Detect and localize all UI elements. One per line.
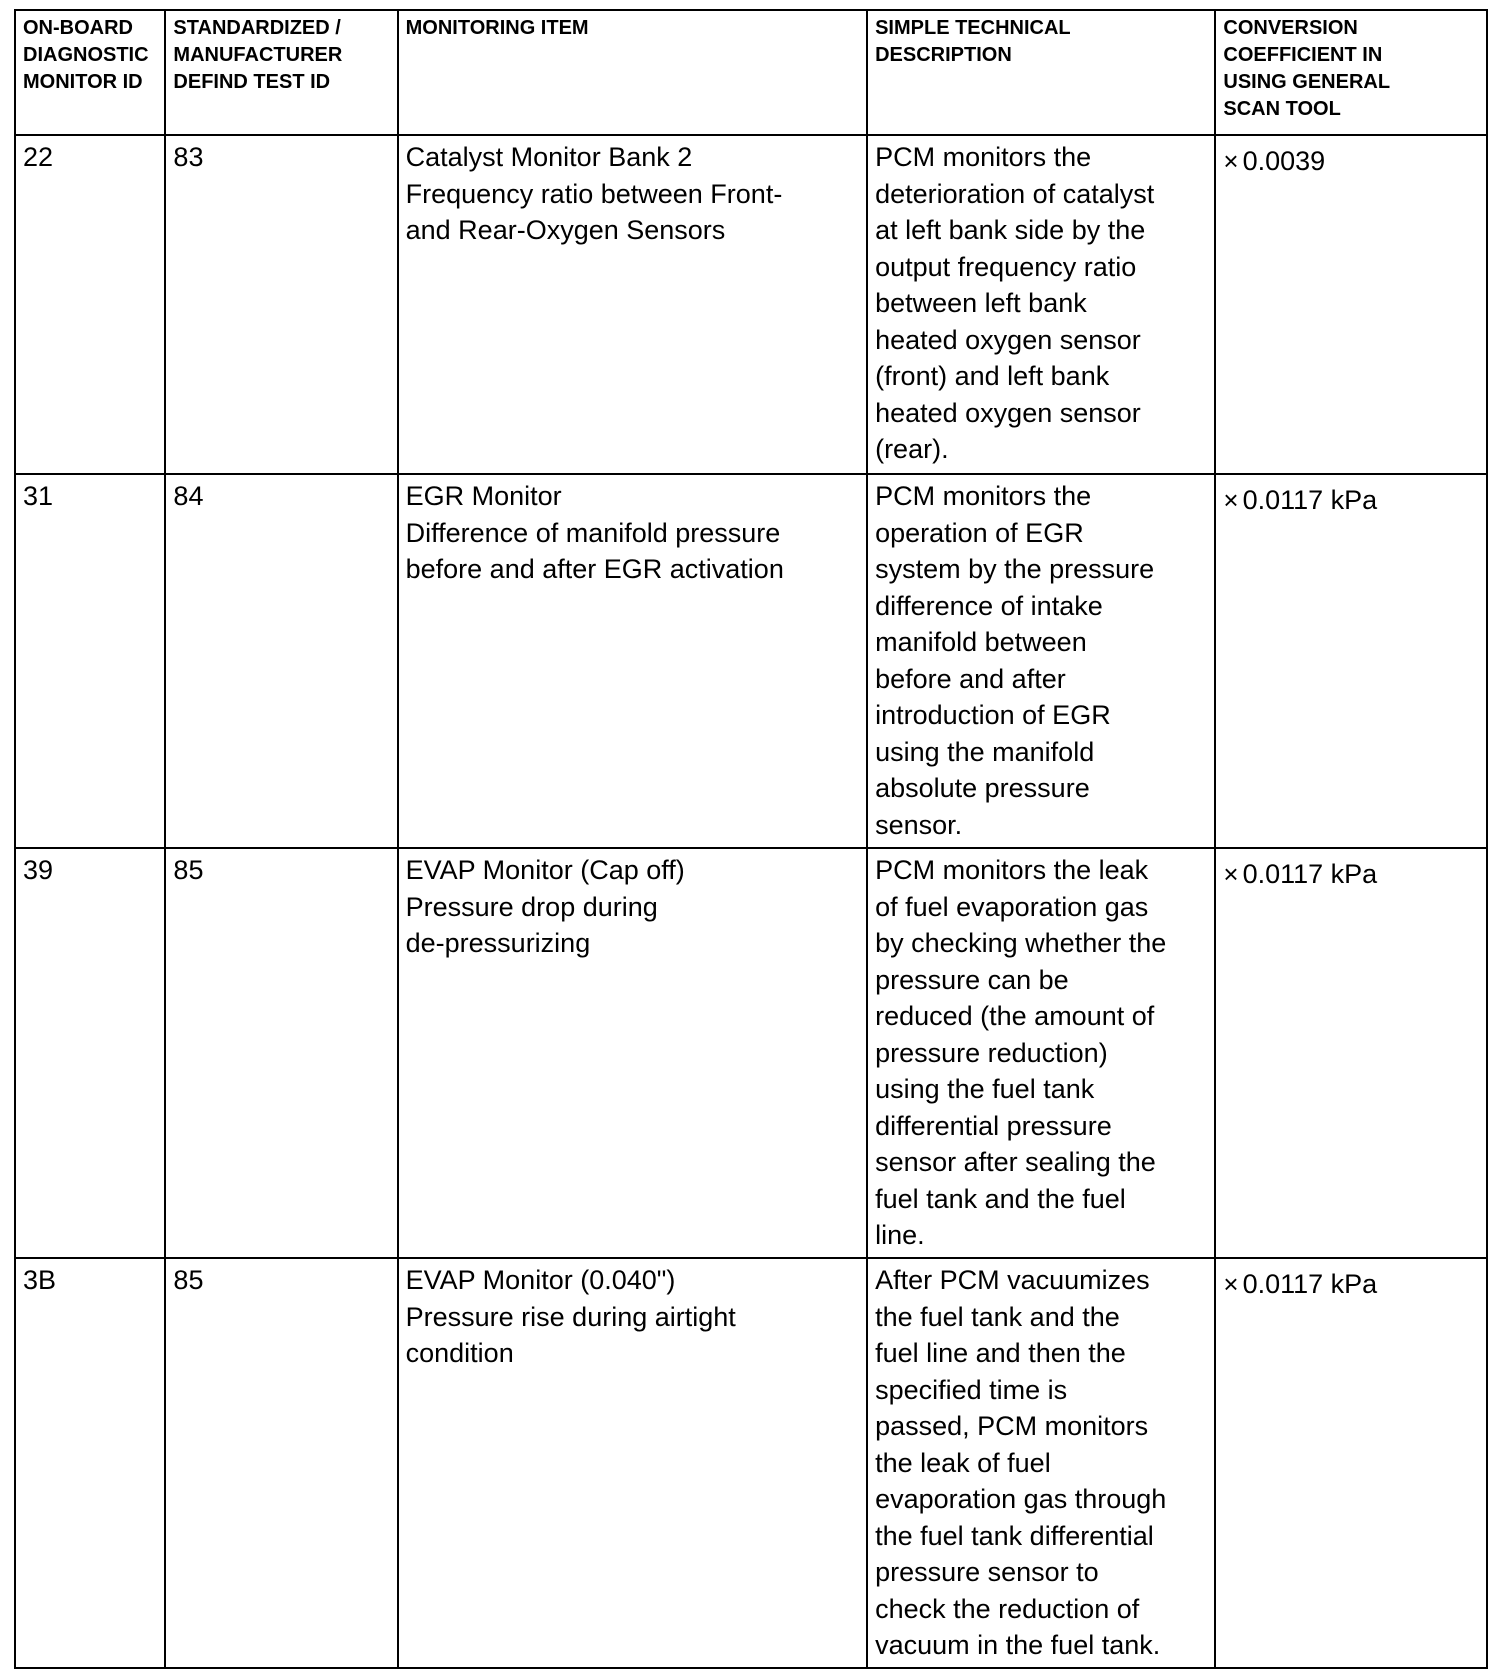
cell-description: PCM monitors the leak of fuel evaporation gas by checking whether the pressure can be reduced (the amount of pressure reduction) using the fuel tank differential pressure sensor after sealing the fuel tank and the fuel line. [867,848,1215,1258]
obd-monitor-table [14,9,1488,1669]
cell-monitoring-item: Catalyst Monitor Bank 2 Frequency ratio between Front- and Rear-Oxygen Sensors [398,135,867,474]
multiply-icon: × [1223,146,1239,176]
table-row [15,848,1487,1258]
cell-monitor-id: 31 [15,474,165,848]
header-description: SIMPLE TECHNICAL DESCRIPTION [867,10,1215,135]
table-header-row [15,10,1487,135]
cell-conversion: × 0.0039 [1215,135,1487,474]
cell-description: PCM monitors the operation of EGR system by the pressure difference of intake manifold between before and after introduction of EGR using the manifold absolute pressure sensor. [867,474,1215,848]
cell-test-id: 83 [165,135,397,474]
table-row [15,1258,1487,1668]
cell-monitor-id: 3B [15,1258,165,1668]
cell-monitoring-item: EVAP Monitor (0.040") Pressure rise during airtight condition [398,1258,867,1668]
cell-monitor-id: 39 [15,848,165,1258]
multiply-icon: × [1223,859,1239,889]
cell-test-id: 85 [165,1258,397,1668]
multiply-icon: × [1223,1269,1239,1299]
cell-monitoring-item: EVAP Monitor (Cap off) Pressure drop during de-pressurizing [398,848,867,1258]
cell-monitor-id: 22 [15,135,165,474]
cell-conversion: × 0.0117 kPa [1215,848,1487,1258]
cell-description: After PCM vacuumizes the fuel tank and the fuel line and then the specified time is passed, PCM monitors the leak of fuel evaporation gas through the fuel tank differential pressure sensor to check the reduction of vacuum in the fuel tank. [867,1258,1215,1668]
table-row [15,135,1487,474]
cell-monitoring-item: EGR Monitor Difference of manifold pressure before and after EGR activation [398,474,867,848]
cell-test-id: 84 [165,474,397,848]
cell-description: PCM monitors the deterioration of catalyst at left bank side by the output frequency ratio between left bank heated oxygen sensor (front) and left bank heated oxygen sensor (rear). [867,135,1215,474]
header-conversion: CONVERSION COEFFICIENT IN USING GENERAL SCAN TOOL [1215,10,1487,135]
header-monitor-id: ON-BOARD DIAGNOSTIC MONITOR ID [15,10,165,135]
header-test-id: STANDARDIZED / MANUFACTURER DEFIND TEST ID [165,10,397,135]
table-row [15,474,1487,848]
header-monitoring-item: MONITORING ITEM [398,10,867,135]
cell-conversion: × 0.0117 kPa [1215,474,1487,848]
multiply-icon: × [1223,485,1239,515]
cell-conversion: × 0.0117 kPa [1215,1258,1487,1668]
cell-test-id: 85 [165,848,397,1258]
